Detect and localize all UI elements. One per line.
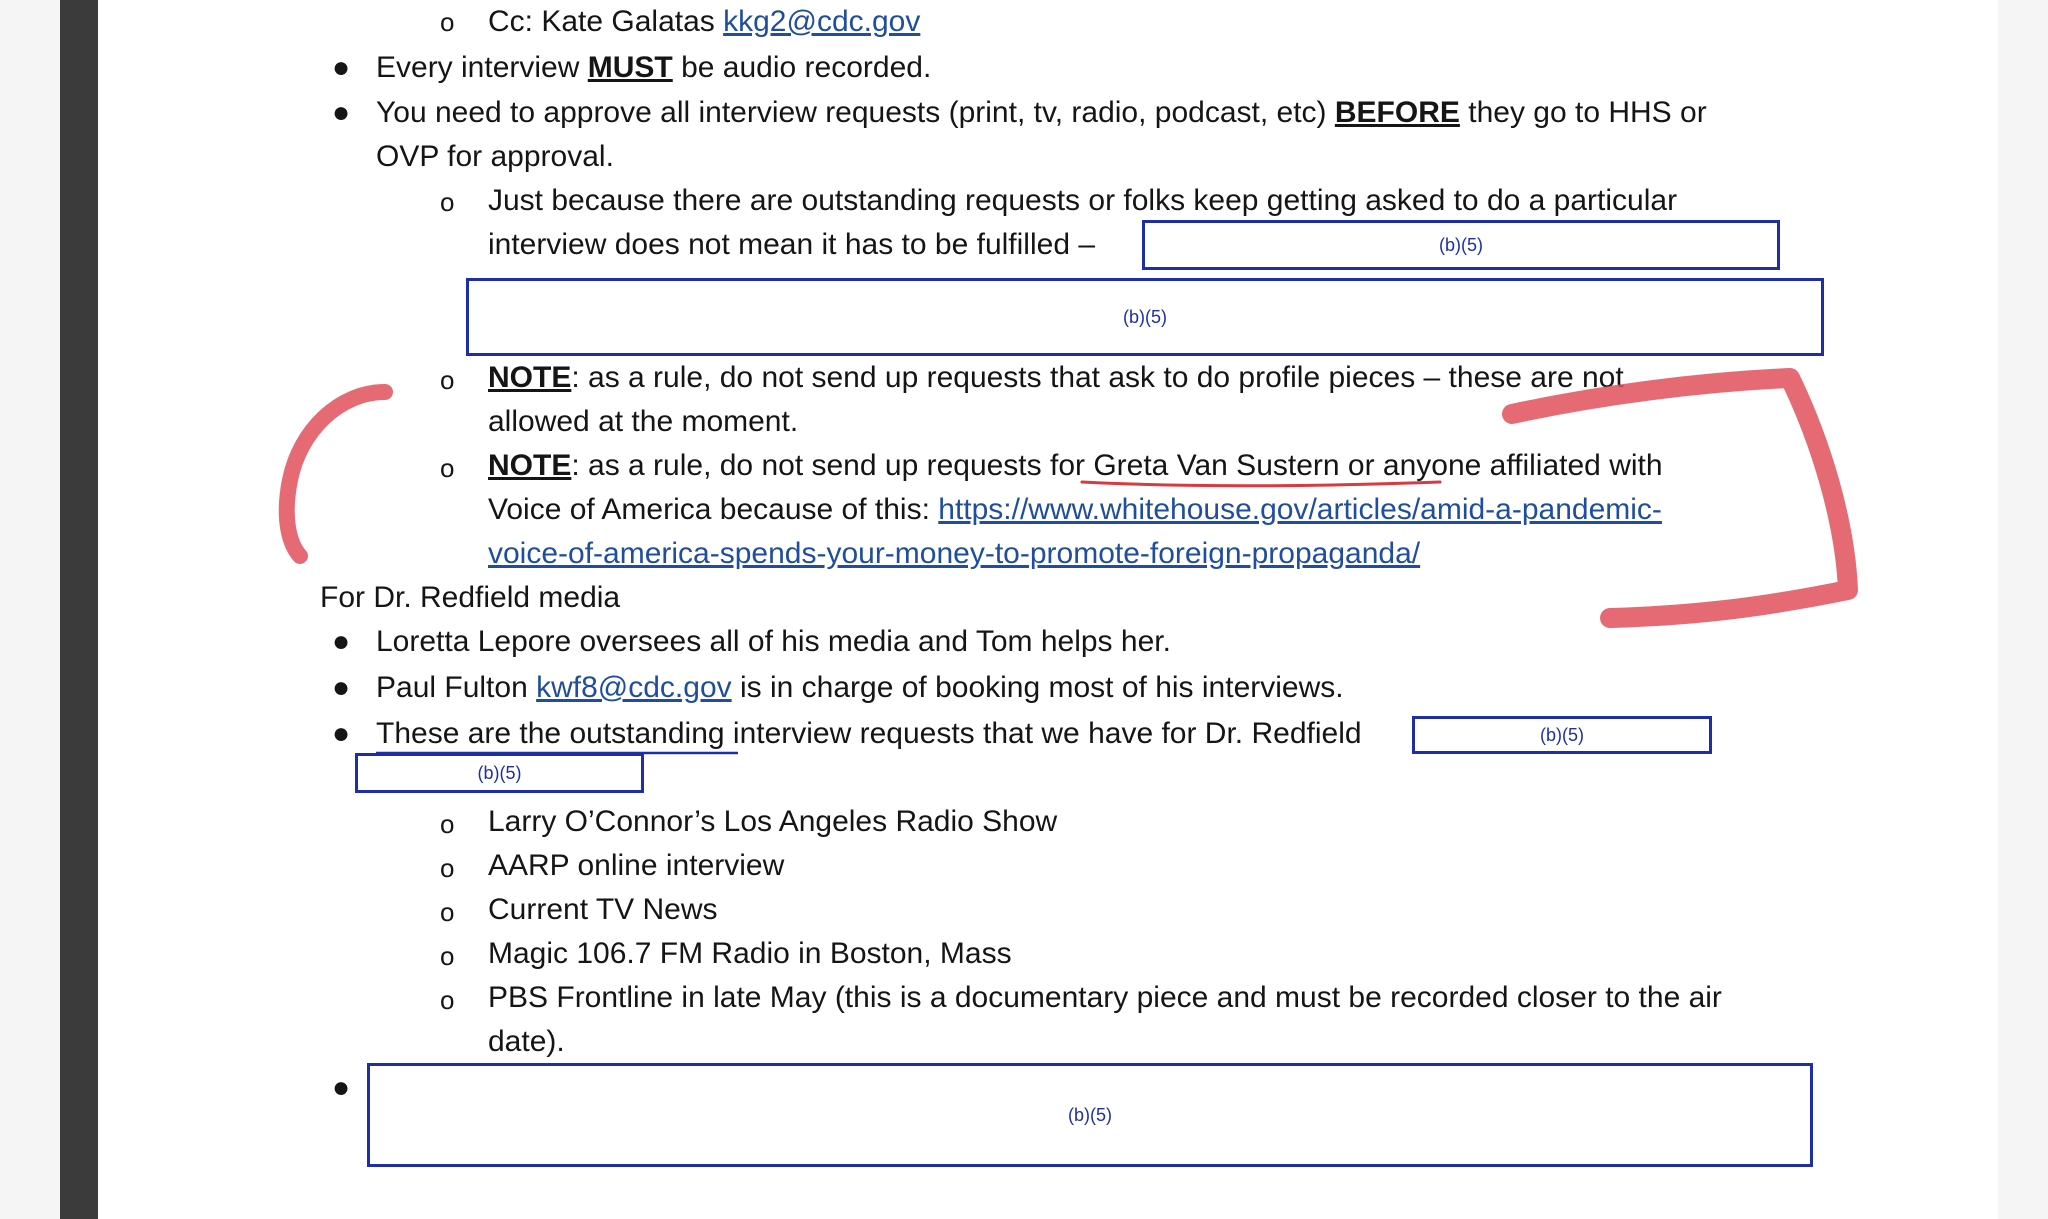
sub-bullet-marker: o xyxy=(440,7,455,37)
note-profile-line-2: allowed at the moment. xyxy=(488,405,799,438)
redaction-box: (b)(5) xyxy=(355,753,644,793)
paul-text: Paul Fulton xyxy=(376,671,528,704)
bullet-marker: ● xyxy=(332,96,351,129)
right-margin xyxy=(1997,0,2048,1219)
request-item: AARP online interview xyxy=(488,849,785,882)
request-item: PBS Frontline in late May (this is a documentary piece and must be recorded closer to the air xyxy=(488,981,1722,1014)
request-item-continued: date). xyxy=(488,1025,565,1058)
note-voa-text: : as a rule, do not send up requests for Greta Van Sustern or anyone affiliated with xyxy=(571,449,1663,482)
sub-bullet-marker: o xyxy=(440,365,455,395)
cc-email-link[interactable]: kkg2@cdc.gov xyxy=(723,5,921,38)
sub-bullet-marker: o xyxy=(440,853,455,883)
before-emphasis: BEFORE xyxy=(1334,96,1460,129)
redaction-box: (b)(5) xyxy=(367,1063,1813,1167)
sub-bullet-marker: o xyxy=(440,453,455,483)
bullet-marker: ● xyxy=(332,1071,351,1104)
sub-bullet-marker: o xyxy=(440,941,455,971)
left-scroll-bar xyxy=(60,0,98,1219)
bullet-marker: ● xyxy=(332,51,351,84)
whitehouse-link[interactable]: https://www.whitehouse.gov/articles/amid-a-pandemic- xyxy=(938,493,1662,526)
outstanding-line-2: interview does not mean it has to be fulfilled – xyxy=(488,228,1096,261)
recorded-line xyxy=(376,49,931,87)
approve-line-2: OVP for approval. xyxy=(376,140,614,173)
loretta-line: Loretta Lepore oversees all of his media and Tom helps her. xyxy=(376,625,1171,658)
note-label: NOTE xyxy=(488,361,572,394)
left-margin xyxy=(0,0,61,1219)
redfield-heading: For Dr. Redfield media xyxy=(320,581,621,614)
note-voa-line xyxy=(488,447,1663,485)
redaction-box: (b)(5) xyxy=(1142,220,1780,270)
cc-line xyxy=(488,3,920,41)
bullet-marker: ● xyxy=(332,717,351,750)
redaction-box: (b)(5) xyxy=(1412,716,1712,754)
paul-email-link[interactable]: kwf8@cdc.gov xyxy=(536,671,732,704)
note-voa-line-3 xyxy=(488,535,1420,573)
sub-bullet-marker: o xyxy=(440,187,455,217)
paul-text-end: is in charge of booking most of his interviews. xyxy=(739,671,1344,704)
sub-bullet-marker: o xyxy=(440,985,455,1015)
redaction-box: (b)(5) xyxy=(466,278,1824,356)
approve-text: You need to approve all interview requests (print, tv, radio, podcast, etc) xyxy=(376,96,1327,129)
whitehouse-link-continued[interactable]: voice-of-america-spends-your-money-to-promote-foreign-propaganda/ xyxy=(488,537,1421,570)
approve-text-end: they go to HHS or xyxy=(1468,96,1707,129)
sub-bullet-marker: o xyxy=(440,897,455,927)
must-emphasis: MUST xyxy=(587,51,673,84)
note-profile-line xyxy=(488,359,1624,397)
recorded-text: Every interview xyxy=(376,51,580,84)
sub-bullet-marker: o xyxy=(440,809,455,839)
note-voa-line-2 xyxy=(488,491,1662,529)
bullet-marker: ● xyxy=(332,625,351,658)
note-profile-text: : as a rule, do not send up requests that ask to do profile pieces – these are not xyxy=(571,361,1624,394)
recorded-text-end: be audio recorded. xyxy=(681,51,932,84)
request-item: Current TV News xyxy=(488,893,718,926)
bullet-marker: ● xyxy=(332,671,351,704)
outstanding-redfield-line: These are the outstanding interview requests that we have for Dr. Redfield xyxy=(376,717,1362,750)
note-label: NOTE xyxy=(488,449,572,482)
note-voa-text-2: Voice of America because of this: xyxy=(488,493,930,526)
request-item: Larry O’Connor’s Los Angeles Radio Show xyxy=(488,805,1058,838)
paul-line xyxy=(376,669,1344,707)
approve-line xyxy=(376,94,1707,132)
cc-text: Cc: Kate Galatas xyxy=(488,5,715,38)
outstanding-line: Just because there are outstanding requests or folks keep getting asked to do a particular xyxy=(488,184,1678,217)
request-item: Magic 106.7 FM Radio in Boston, Mass xyxy=(488,937,1012,970)
